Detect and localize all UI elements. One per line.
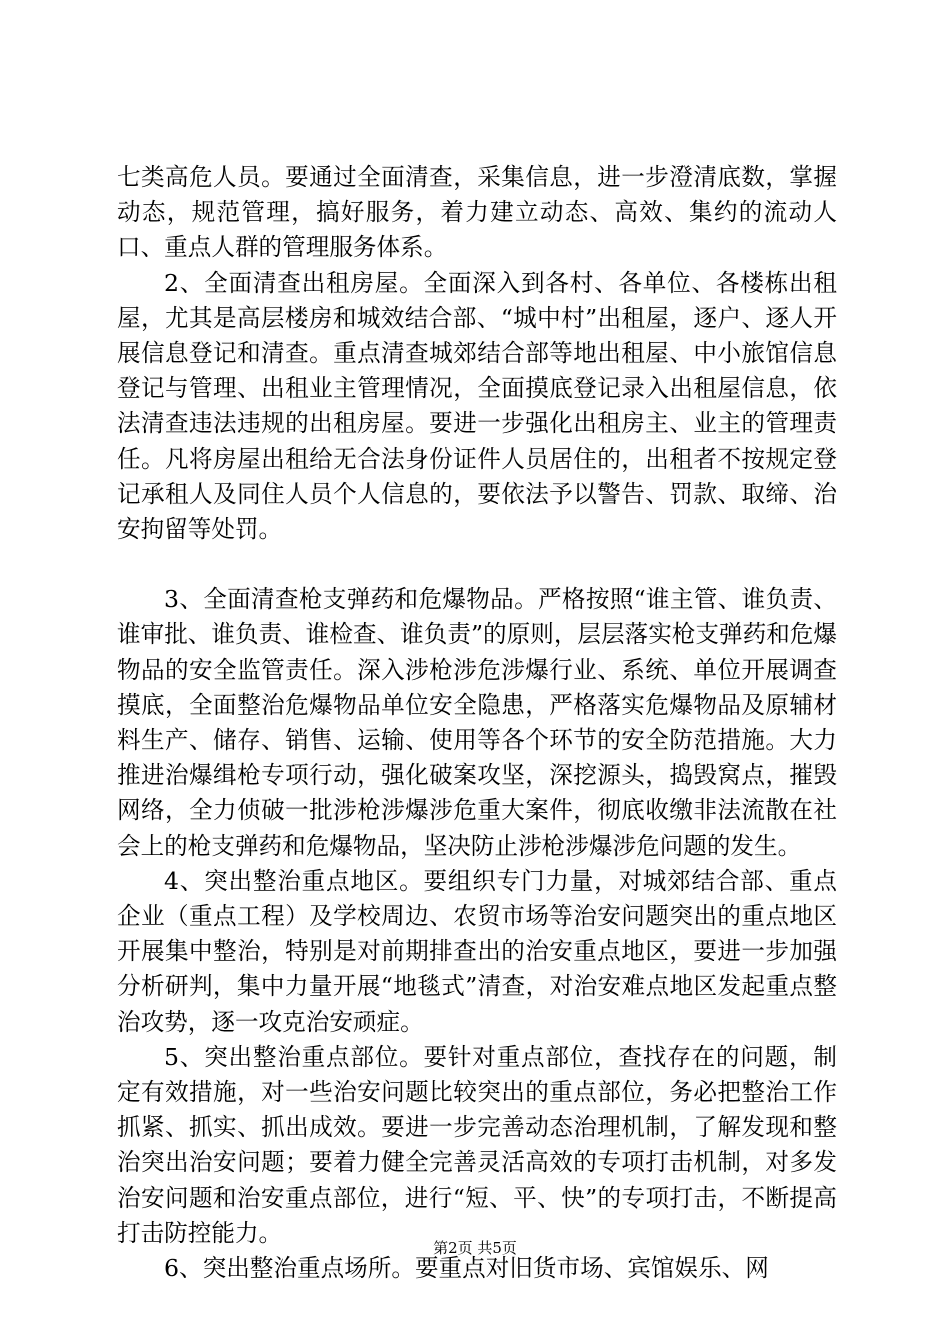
document-body [117, 160, 837, 1286]
paragraph-firearms-explosives: 3、全面清查枪支弹药和危爆物品。严格按照“谁主管、谁负责、谁审批、谁负责、谁检查、谁负责”的原则，层层落实枪支弹药和危爆物品的安全监管责任。深入涉枪涉危涉爆行业、系统、单位开展调查摸底，全面整治危爆物品单位安全隐患，严格落实危爆物品及原辅材料生产、储存、销售、运输、使用等各个环节的安全防范措施。大力推进治爆缉枪专项行动，强化破案攻坚，深挖源头，捣毁窝点，摧毁网络，全力侦破一批涉枪涉爆涉危重大案件，彻底收缴非法流散在社会上的枪支弹药和危爆物品，坚决防止涉枪涉爆涉危问题的发生。 [117, 585, 837, 860]
paragraph-key-areas: 4、突出整治重点地区。要组织专门力量，对城郊结合部、重点企业（重点工程）及学校周边、农贸市场等治安问题突出的重点地区开展集中整治，特别是对前期排查出的治安重点地区，要进一步加强分析研判，集中力量开展“地毯式”清查，对治安难点地区发起重点整治攻势，逐一攻克治安顽症。 [117, 866, 837, 1036]
paragraph-rental-housing: 2、全面清查出租房屋。全面深入到各村、各单位、各楼栋出租屋，尤其是高层楼房和城效结合部、“城中村”出租屋，逐户、逐人开展信息登记和清查。重点清查城郊结合部等地出租屋、中小旅馆信息登记与管理、出租业主管理情况，全面摸底登记录入出租屋信息，依法清查违法违规的出租房屋。要进一步强化出租房主、业主的管理责任。凡将房屋出租给无合法身份证件人员居住的，出租者不按规定登记承租人及同住人员个人信息的，要依法予以警告、罚款、取缔、治安拘留等处罚。 [117, 268, 837, 544]
paragraph-key-locations: 5、突出整治重点部位。要针对重点部位，查找存在的问题，制定有效措施，对一些治安问题比较突出的重点部位，务必把整治工作抓紧、抓实、抓出成效。要进一步完善动态治理机制，了解发现和整治突出治安问题；要着力健全完善灵活高效的专项打击机制，对多发治安问题和治安重点部位，进行“短、平、快”的专项打击，不断提高打击防控能力。 [117, 1042, 837, 1247]
paragraph-key-venues: 6、突出整治重点场所。要重点对旧货市场、宾馆娱乐、网 [164, 1254, 769, 1283]
paragraph-continuation: 七类高危人员。要通过全面清查，采集信息，进一步澄清底数，掌握动态，规范管理，搞好服务，着力建立动态、高效、集约的流动人口、重点人群的管理服务体系。 [117, 163, 837, 262]
page-number-footer: 第2页 共5页 [433, 1239, 517, 1257]
